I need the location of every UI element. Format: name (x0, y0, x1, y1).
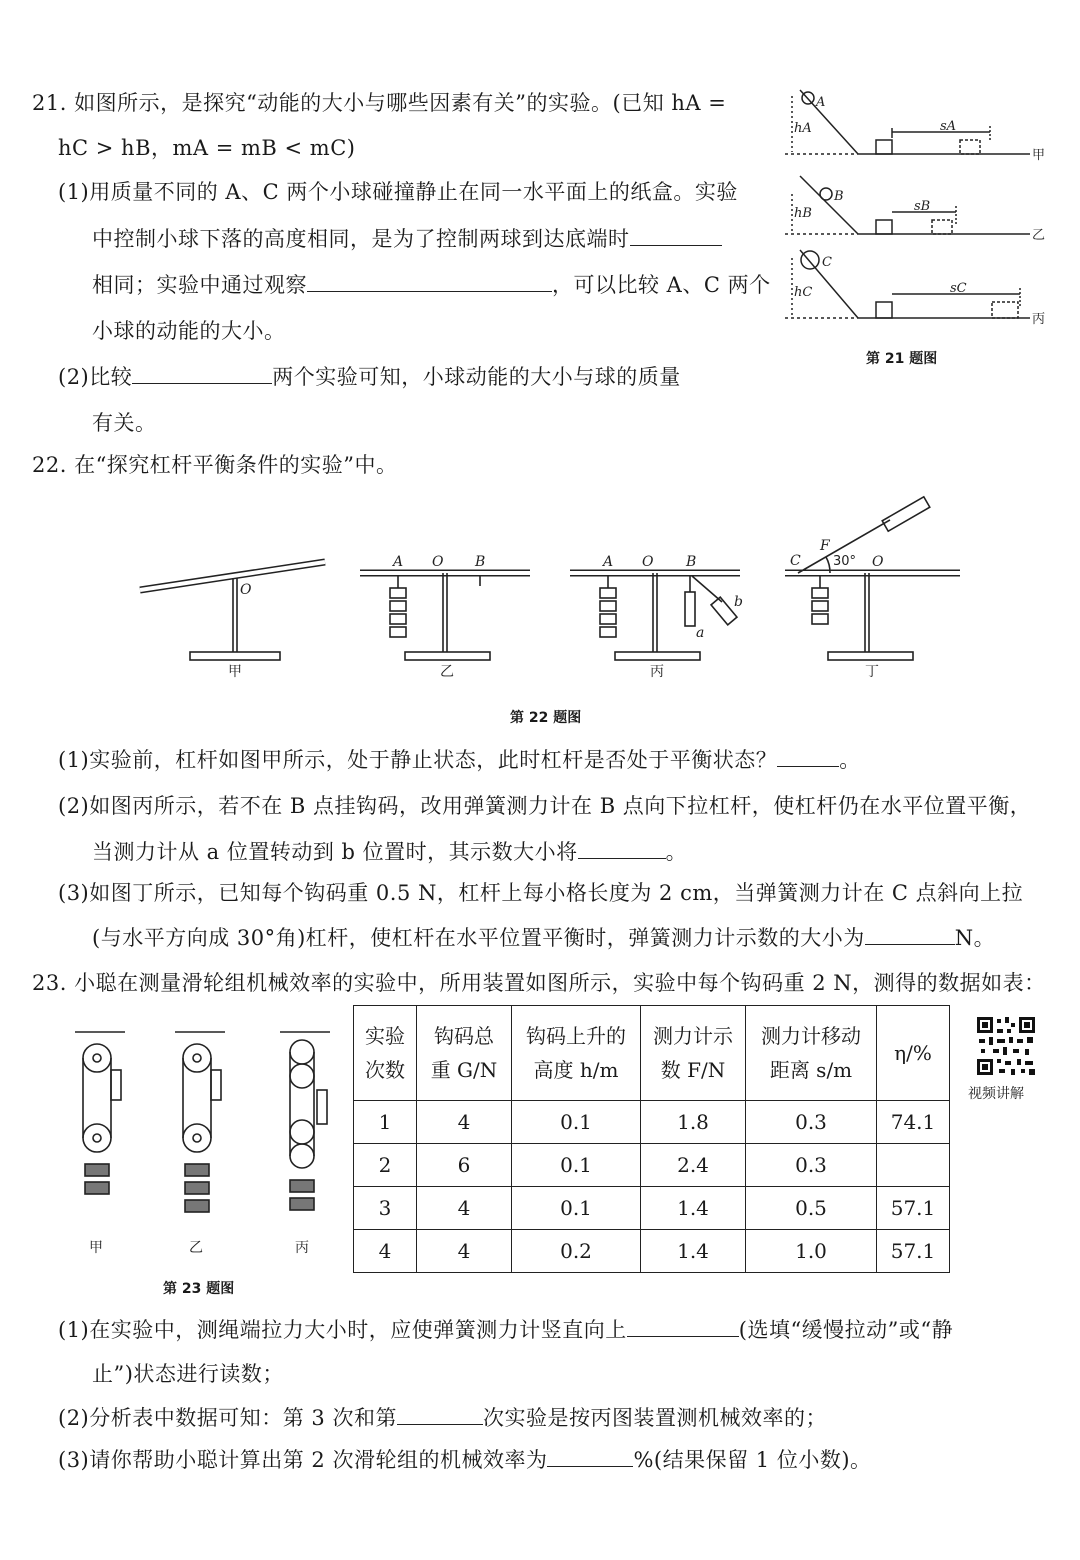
cell-empty[interactable] (877, 1144, 950, 1187)
q23-part1-text2: (选填“缓慢拉动”或“静 (738, 1318, 954, 1342)
cell: 57.1 (877, 1187, 950, 1230)
q22-label-o-jia: O (240, 582, 252, 598)
pulley-yi (175, 1032, 225, 1212)
cell: 4 (354, 1230, 417, 1273)
col-header-efficiency: η/% (877, 1006, 950, 1101)
q21-blank-1[interactable] (630, 225, 722, 246)
q22-part2-line1: (2)如图丙所示，若不在 B 点挂钩码，改用弹簧测力计在 B 点向下拉杠杆，使杠杆仍在水平位置平衡， (58, 794, 1032, 818)
col-header-trial: 实验 次数 (354, 1006, 417, 1101)
cell: 3 (354, 1187, 417, 1230)
q21-part2-line1 (58, 362, 681, 392)
q23-part1-line2: 止”)状态进行读数； (92, 1362, 284, 1386)
q22-stem: 22. 在“探究杠杆平衡条件的实验”中。 (32, 453, 398, 477)
q22-blank-2[interactable] (578, 838, 666, 859)
q21-part2-text2: 两个实验可知，小球动能的大小与球的质量 (272, 365, 681, 389)
q22-tag-bing: 丙 (650, 664, 664, 680)
qr-caption: 视频讲解 (968, 1086, 1024, 1102)
q22-part3-end: N。 (954, 926, 996, 950)
q22-figure (130, 490, 980, 690)
q21-part2-line2: 有关。 (92, 411, 157, 435)
table-row (354, 1144, 950, 1187)
q22-label-a-dir: a (696, 625, 705, 641)
cell: 0.3 (746, 1101, 877, 1144)
q21-stem-line1: 21. 如图所示，是探究“动能的大小与哪些因素有关”的实验。(已知 hA = (32, 91, 727, 115)
q21-blank-2[interactable] (307, 271, 552, 292)
cell: 0.1 (512, 1144, 641, 1187)
ball-b-icon (820, 188, 832, 200)
q23-tag-yi: 乙 (189, 1240, 203, 1256)
q23-tag-bing: 丙 (295, 1240, 309, 1256)
box-a (876, 140, 892, 154)
cell: 1.0 (746, 1230, 877, 1273)
q21-label-sa: sA (940, 119, 957, 134)
qr-code-icon[interactable] (975, 1015, 1037, 1077)
lever-ding (785, 497, 960, 660)
cell: 4 (417, 1230, 512, 1273)
cell: 4 (417, 1187, 512, 1230)
cell: 0.1 (512, 1101, 641, 1144)
q21-blank-3[interactable] (132, 363, 272, 384)
col-header-distance: 测力计移动 距离 s/m (746, 1006, 877, 1101)
q21-tag-jia: 甲 (1032, 148, 1046, 163)
cell: 1.4 (641, 1187, 746, 1230)
q22-label-f: F (820, 538, 830, 554)
col-header-height: 钩码上升的 高度 h/m (512, 1006, 641, 1101)
table-row (354, 1101, 950, 1144)
q23-blank-2[interactable] (397, 1404, 483, 1425)
q21-stem-line2: hC > hB，mA = mB < mC) (58, 136, 356, 160)
q22-label-a-bing: A (603, 554, 614, 570)
q23-tag-jia: 甲 (89, 1240, 103, 1256)
q22-label-o-yi: O (432, 554, 444, 570)
q23-blank-1[interactable] (627, 1316, 739, 1337)
q22-part3-line2 (92, 923, 995, 953)
q23-part1-text: (1)在实验中，测绳端拉力大小时，应使弹簧测力计竖直向上 (58, 1318, 627, 1342)
q22-angle-label: 30° (833, 554, 857, 569)
q22-label-b-dir: b (734, 594, 743, 610)
q22-tag-yi: 乙 (440, 664, 454, 680)
cell: 0.1 (512, 1187, 641, 1230)
q21-tag-yi: 乙 (1032, 228, 1046, 243)
q22-label-b-bing: B (686, 554, 697, 570)
q23-stem: 23. 小聪在测量滑轮组机械效率的实验中，所用装置如图所示，实验中每个钩码重 2 N，测得的数据如表： (32, 971, 1046, 995)
q22-part2-line2 (92, 837, 687, 867)
q22-tag-ding: 丁 (865, 664, 879, 680)
ball-c-icon (801, 251, 819, 269)
q23-part2-text: (2)分析表中数据可知：第 3 次和第 (58, 1406, 397, 1430)
lever-yi (360, 573, 530, 660)
cell: 1.8 (641, 1101, 746, 1144)
q21-figure-caption: 第 21 题图 (866, 351, 938, 367)
q21-figure (780, 82, 1050, 342)
q23-part3-text: (3)请你帮助小聪计算出第 2 次滑轮组的机械效率为 (58, 1448, 548, 1472)
q23-part3-text2: %(结果保留 1 位小数)。 (633, 1448, 872, 1472)
q21-part1-line2 (92, 224, 722, 254)
q22-label-o-ding: O (872, 554, 884, 570)
q21-label-ha: hA (794, 121, 812, 136)
col-header-weight: 钩码总 重 G/N (417, 1006, 512, 1101)
q22-part1 (58, 745, 861, 775)
q22-part3-text: (与水平方向成 30°角)杠杆，使杠杆在水平位置平衡时，弹簧测力计示数的大小为 (92, 926, 865, 950)
cell: 0.5 (746, 1187, 877, 1230)
q23-part2 (58, 1403, 827, 1433)
q23-part2-text2: 次实验是按丙图装置测机械效率的； (482, 1406, 827, 1430)
q21-part2-text: (2)比较 (58, 365, 133, 389)
q21-part1-text3: 相同；实验中通过观察 (92, 273, 307, 297)
q21-label-sb: sB (914, 199, 931, 214)
q21-part1-line3 (92, 270, 771, 300)
cell: 57.1 (877, 1230, 950, 1273)
cell: 0.2 (512, 1230, 641, 1273)
cell: 1.4 (641, 1230, 746, 1273)
q22-tag-jia: 甲 (228, 664, 242, 680)
q23-part3 (58, 1445, 872, 1475)
q22-label-o-bing: O (642, 554, 654, 570)
q23-data-table (353, 1005, 950, 1273)
col-header-force: 测力计示 数 F/N (641, 1006, 746, 1101)
q21-part1-text3b: ，可以比较 A、C 两个 (552, 273, 771, 297)
q23-figure (65, 1020, 345, 1260)
table-row (354, 1230, 950, 1273)
q23-blank-3[interactable] (547, 1446, 633, 1467)
q21-label-sc: sC (950, 281, 967, 296)
cell: 0.3 (746, 1144, 877, 1187)
q22-label-a-yi: A (393, 554, 404, 570)
q22-part1-text: (1)实验前，杠杆如图甲所示，处于静止状态，此时杠杆是否处于平衡状态？ (58, 748, 778, 772)
cell: 74.1 (877, 1101, 950, 1144)
lever-bing (570, 573, 740, 660)
cell: 1 (354, 1101, 417, 1144)
q23-figure-caption: 第 23 题图 (163, 1281, 235, 1297)
table-header-row (354, 1006, 950, 1101)
q22-part2-end: 。 (665, 840, 688, 864)
q21-tag-bing: 丙 (1032, 312, 1046, 327)
cell: 6 (417, 1144, 512, 1187)
table-row (354, 1187, 950, 1230)
q21-part1-line1: (1)用质量不同的 A、C 两个小球碰撞静止在同一水平面上的纸盒。实验 (58, 180, 738, 204)
pulley-bing (280, 1032, 330, 1210)
cell: 2 (354, 1144, 417, 1187)
q22-figure-caption: 第 22 题图 (510, 710, 582, 726)
q21-label-hc: hC (794, 285, 813, 300)
q21-part1-line4: 小球的动能的大小。 (92, 319, 286, 343)
q22-blank-1[interactable] (777, 746, 839, 767)
q22-blank-3[interactable] (865, 924, 955, 945)
q21-label-b: B (834, 189, 844, 204)
q22-label-b-yi: B (475, 554, 486, 570)
q21-label-hb: hB (794, 206, 812, 221)
q22-part1-end: 。 (839, 748, 861, 772)
cell: 4 (417, 1101, 512, 1144)
q22-label-c: C (790, 553, 801, 569)
q22-part2-text: 当测力计从 a 位置转动到 b 位置时，其示数大小将 (92, 840, 578, 864)
q21-label-c: C (822, 255, 832, 270)
q23-part1-line1 (58, 1315, 953, 1345)
q21-part1-text: 中控制小球下落的高度相同，是为了控制两球到达底端时 (92, 227, 630, 251)
lever-jia (140, 562, 325, 660)
cell: 2.4 (641, 1144, 746, 1187)
q22-part3-line1: (3)如图丁所示，已知每个钩码重 0.5 N，杠杆上每小格长度为 2 cm，当弹簧测力计在 C 点斜向上拉 (58, 881, 1024, 905)
pulley-jia (75, 1032, 125, 1194)
q21-label-a: A (816, 95, 826, 110)
